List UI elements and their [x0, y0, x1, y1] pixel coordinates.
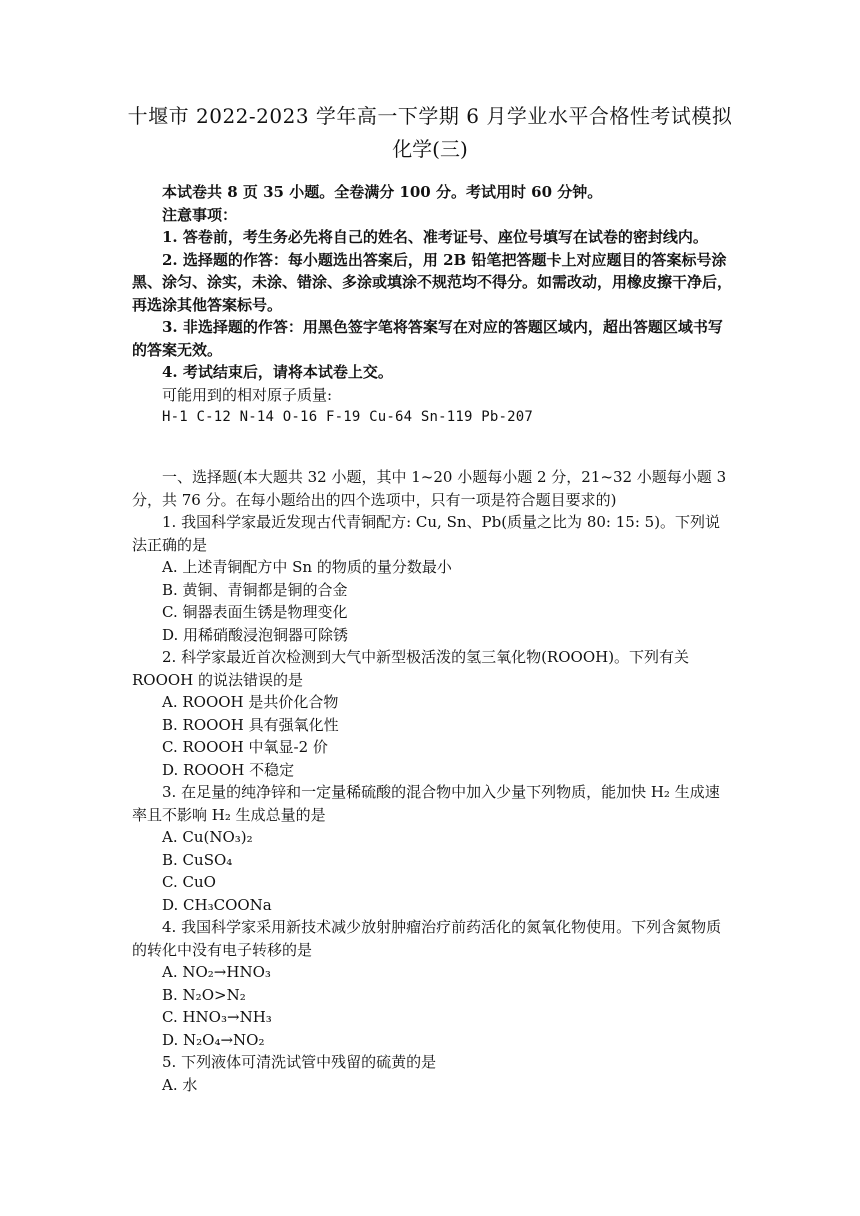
instructions-block	[132, 181, 732, 429]
question-stem: 5. 下列液体可清洗试管中残留的硫黄的是	[162, 1053, 437, 1071]
exam-subtitle: 化学(三)	[392, 137, 468, 161]
question-option: C. 铜器表面生锈是物理变化	[162, 603, 348, 621]
notice-item-1: 1. 答卷前，考生务必先将自己的姓名、准考证号、座位号填写在试卷的密封线内。	[162, 228, 708, 246]
question-option: A. 水	[162, 1075, 198, 1094]
question-option: B. 黄铜、青铜都是铜的合金	[162, 580, 348, 599]
notice-item-3: 3. 非选择题的作答：用黑色签字笔将答案写在对应的答题区域内，超出答题区域书写的答案无效。	[132, 318, 723, 359]
notice-heading: 注意事项：	[162, 205, 238, 224]
question-option: C. HNO₃→NH₃	[162, 1008, 272, 1026]
question-option: A. Cu(NO₃)₂	[162, 828, 253, 846]
question-option: B. ROOOH 具有强氧化性	[162, 715, 339, 734]
question-option: A. 上述青铜配方中 Sn 的物质的量分数最小	[162, 558, 452, 576]
question-option: B. CuSO₄	[162, 850, 233, 869]
notice-item-4: 4. 考试结束后，请将本试卷上交。	[162, 363, 393, 381]
question-option: D. 用稀硝酸浸泡铜器可除锈	[162, 625, 349, 644]
question-option: D. CH₃COONa	[162, 895, 272, 914]
question-option: D. N₂O₄→NO₂	[162, 1030, 265, 1049]
question-stem: 3. 在足量的纯净锌和一定量稀硫酸的混合物中加入少量下列物质，能加快 H₂ 生成速率且不影响 H₂ 生成总量的是	[132, 783, 720, 824]
question-stem: 2. 科学家最近首次检测到大气中新型极活泼的氢三氧化物(ROOOH)。下列有关 ROOOH 的说法错误的是	[132, 648, 690, 689]
question-option: C. ROOOH 中氧显-2 价	[162, 738, 328, 756]
section-heading: 一、选择题(本大题共 32 小题，其中 1~20 小题每小题 2 分，21~32 小题每小题 3 分，共 76 分。在每小题给出的四个选项中，只有一项是符合题目要求的)	[132, 468, 727, 509]
question-option: D. ROOOH 不稳定	[162, 760, 295, 779]
atomic-mass-label: 可能用到的相对原子质量:	[162, 385, 333, 404]
question-stem: 1. 我国科学家最近发现古代青铜配方: Cu, Sn、Pb(质量之比为 80: 15: 5)。下列说法正确的是	[132, 513, 721, 554]
question-option: B. N₂O>N₂	[162, 985, 246, 1004]
question-option: A. NO₂→HNO₃	[162, 963, 271, 981]
question-option: A. ROOOH 是共价化合物	[162, 693, 339, 711]
exam-summary: 本试卷共 8 页 35 小题。全卷满分 100 分。考试用时 60 分钟。	[162, 183, 603, 201]
atomic-mass-list: H-1 C-12 N-14 O-16 F-19 Cu-64 Sn-119 Pb-207	[162, 409, 534, 425]
questions-block	[132, 466, 732, 1096]
exam-title: 十堰市 2022-2023 学年高一下学期 6 月学业水平合格性考试模拟	[127, 104, 733, 128]
question-stem: 4. 我国科学家采用新技术减少放射肿瘤治疗前药活化的氮氧化物使用。下列含氮物质的转化中没有电子转移的是	[132, 918, 722, 959]
notice-item-2: 2. 选择题的作答：每小题选出答案后，用 2B 铅笔把答题卡上对应题目的答案标号涂黑、涂匀、涂实，未涂、错涂、多涂或填涂不规范均不得分。如需改动，用橡皮擦干净后，再选涂其他答案标号。	[132, 250, 733, 314]
question-option: C. CuO	[162, 873, 216, 891]
